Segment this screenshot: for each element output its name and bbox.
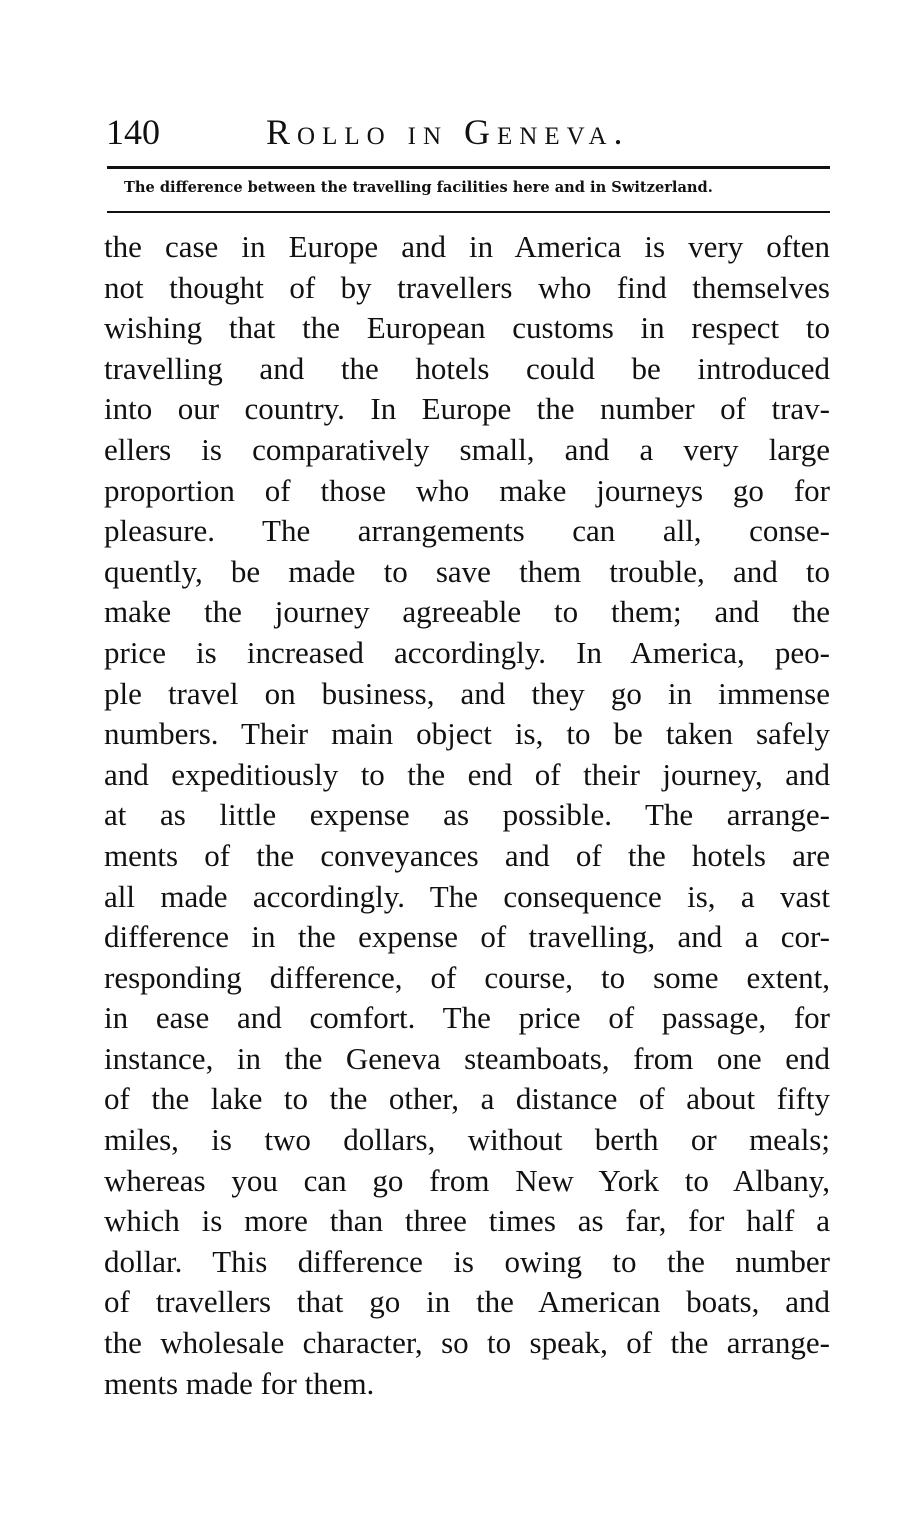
running-head	[104, 112, 833, 156]
body-line-7: proportion of those who make journeys go for	[104, 472, 830, 508]
body-line-19: responding difference, of course, to some extent,	[104, 959, 830, 995]
page-number: 140	[106, 112, 160, 152]
body-line-6: ellers is comparatively small, and a very large	[104, 431, 830, 467]
body-line-29: ments made for them.	[104, 1365, 375, 1401]
side-note: The difference between the travelling facilities here and in Switzerland.	[124, 179, 713, 196]
body-text	[104, 227, 830, 1404]
body-line-15: at as little expense as possible. The arrange-	[104, 797, 830, 833]
body-line-9: quently, be made to save them trouble, and to	[104, 553, 830, 589]
body-line-22: of the lake to the other, a distance of about fifty	[104, 1081, 830, 1117]
body-line-21: instance, in the Geneva steamboats, from one end	[104, 1040, 830, 1076]
body-line-17: all made accordingly. The consequence is, a vast	[104, 878, 830, 914]
body-line-20: in ease and comfort. The price of passage, for	[104, 1000, 830, 1036]
body-line-5: into our country. In Europe the number of trav-	[104, 391, 830, 427]
running-title: Rollo in Geneva.	[266, 112, 630, 152]
body-line-18: difference in the expense of travelling, and a cor-	[104, 919, 830, 955]
body-line-23: miles, is two dollars, without berth or meals;	[104, 1122, 830, 1158]
body-line-28: the wholesale character, so to speak, of the arrange-	[104, 1325, 830, 1361]
body-line-8: pleasure. The arrangements can all, conse-	[104, 513, 830, 549]
body-line-2: not thought of by travellers who find themselves	[104, 269, 830, 305]
body-line-13: numbers. Their main object is, to be taken safely	[104, 716, 830, 752]
body-line-11: price is increased accordingly. In America, peo-	[104, 634, 830, 670]
body-line-4: travelling and the hotels could be introduced	[104, 350, 830, 386]
bottom-rule	[107, 211, 830, 213]
body-line-16: ments of the conveyances and of the hotels are	[104, 837, 830, 873]
body-line-25: which is more than three times as far, for half a	[104, 1203, 830, 1239]
body-line-27: of travellers that go in the American boats, and	[104, 1284, 830, 1320]
body-line-24: whereas you can go from New York to Albany,	[104, 1162, 830, 1198]
top-rule	[107, 166, 830, 169]
body-line-3: wishing that the European customs in respect to	[104, 310, 830, 346]
body-line-12: ple travel on business, and they go in immense	[104, 675, 830, 711]
body-line-14: and expeditiously to the end of their journey, and	[104, 756, 830, 792]
body-line-1: the case in Europe and in America is very often	[104, 229, 830, 264]
body-line-10: make the journey agreeable to them; and the	[104, 594, 830, 630]
body-line-26: dollar. This difference is owing to the number	[104, 1243, 830, 1279]
